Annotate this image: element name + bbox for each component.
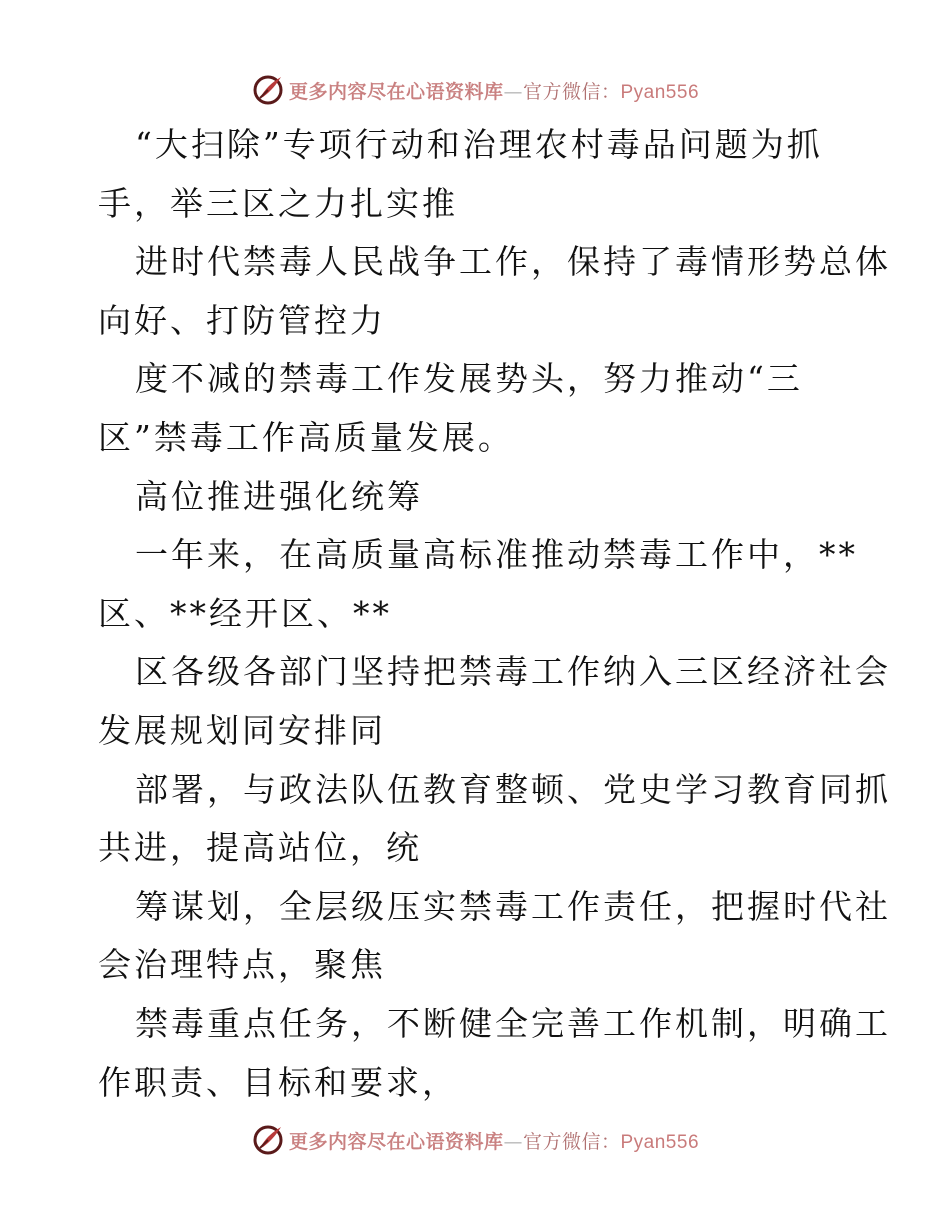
header-banner	[0, 70, 950, 110]
text-line: 区、**经开区、**	[98, 593, 392, 633]
text-line: 筹谋划，全层级压实禁毒工作责任，把握时代社	[135, 886, 891, 926]
footer-brand: 更多内容尽在心语资料库	[288, 1130, 504, 1153]
text-line: 区”禁毒工作高质量发展。	[98, 417, 514, 457]
header-brand: 更多内容尽在心语资料库	[288, 80, 504, 103]
text-line: 度不减的禁毒工作发展势头，努力推动“三	[135, 359, 803, 399]
footer-separator: —	[503, 1130, 523, 1153]
footer-official-label: 官方微信：	[522, 1130, 621, 1153]
footer-wechat-id: Pyan556	[620, 1131, 700, 1153]
header-separator: —	[503, 80, 523, 103]
document-body	[98, 116, 891, 1112]
text-line: 会治理特点，聚焦	[98, 945, 386, 985]
text-line: “大扫除”专项行动和治理农村毒品问题为抓	[135, 125, 823, 164]
header-official-label: 官方微信：	[522, 80, 621, 103]
footer-banner-text	[289, 1127, 699, 1154]
quill-logo-icon	[251, 73, 285, 107]
text-line: 进时代禁毒人民战争工作，保持了毒情形势总体	[135, 242, 891, 282]
text-line: 向好、打防管控力	[98, 300, 386, 340]
quill-logo-icon	[251, 1123, 285, 1157]
text-line: 一年来，在高质量高标准推动禁毒工作中，**	[135, 535, 858, 575]
text-line: 区各级各部门坚持把禁毒工作纳入三区经济社会	[135, 652, 891, 692]
text-line: 手，举三区之力扎实推	[98, 183, 458, 223]
text-line: 发展规划同安排同	[98, 710, 386, 750]
header-wechat-id: Pyan556	[620, 81, 700, 103]
section-heading: 高位推进强化统筹	[135, 476, 423, 516]
text-line: 共进，提高站位，统	[98, 828, 422, 868]
text-line: 作职责、目标和要求，	[98, 1062, 458, 1102]
text-line: 禁毒重点任务，不断健全完善工作机制，明确工	[135, 1003, 891, 1043]
header-banner-text	[289, 77, 699, 104]
footer-banner	[0, 1120, 950, 1160]
text-line: 部署，与政法队伍教育整顿、党史学习教育同抓	[135, 769, 891, 809]
